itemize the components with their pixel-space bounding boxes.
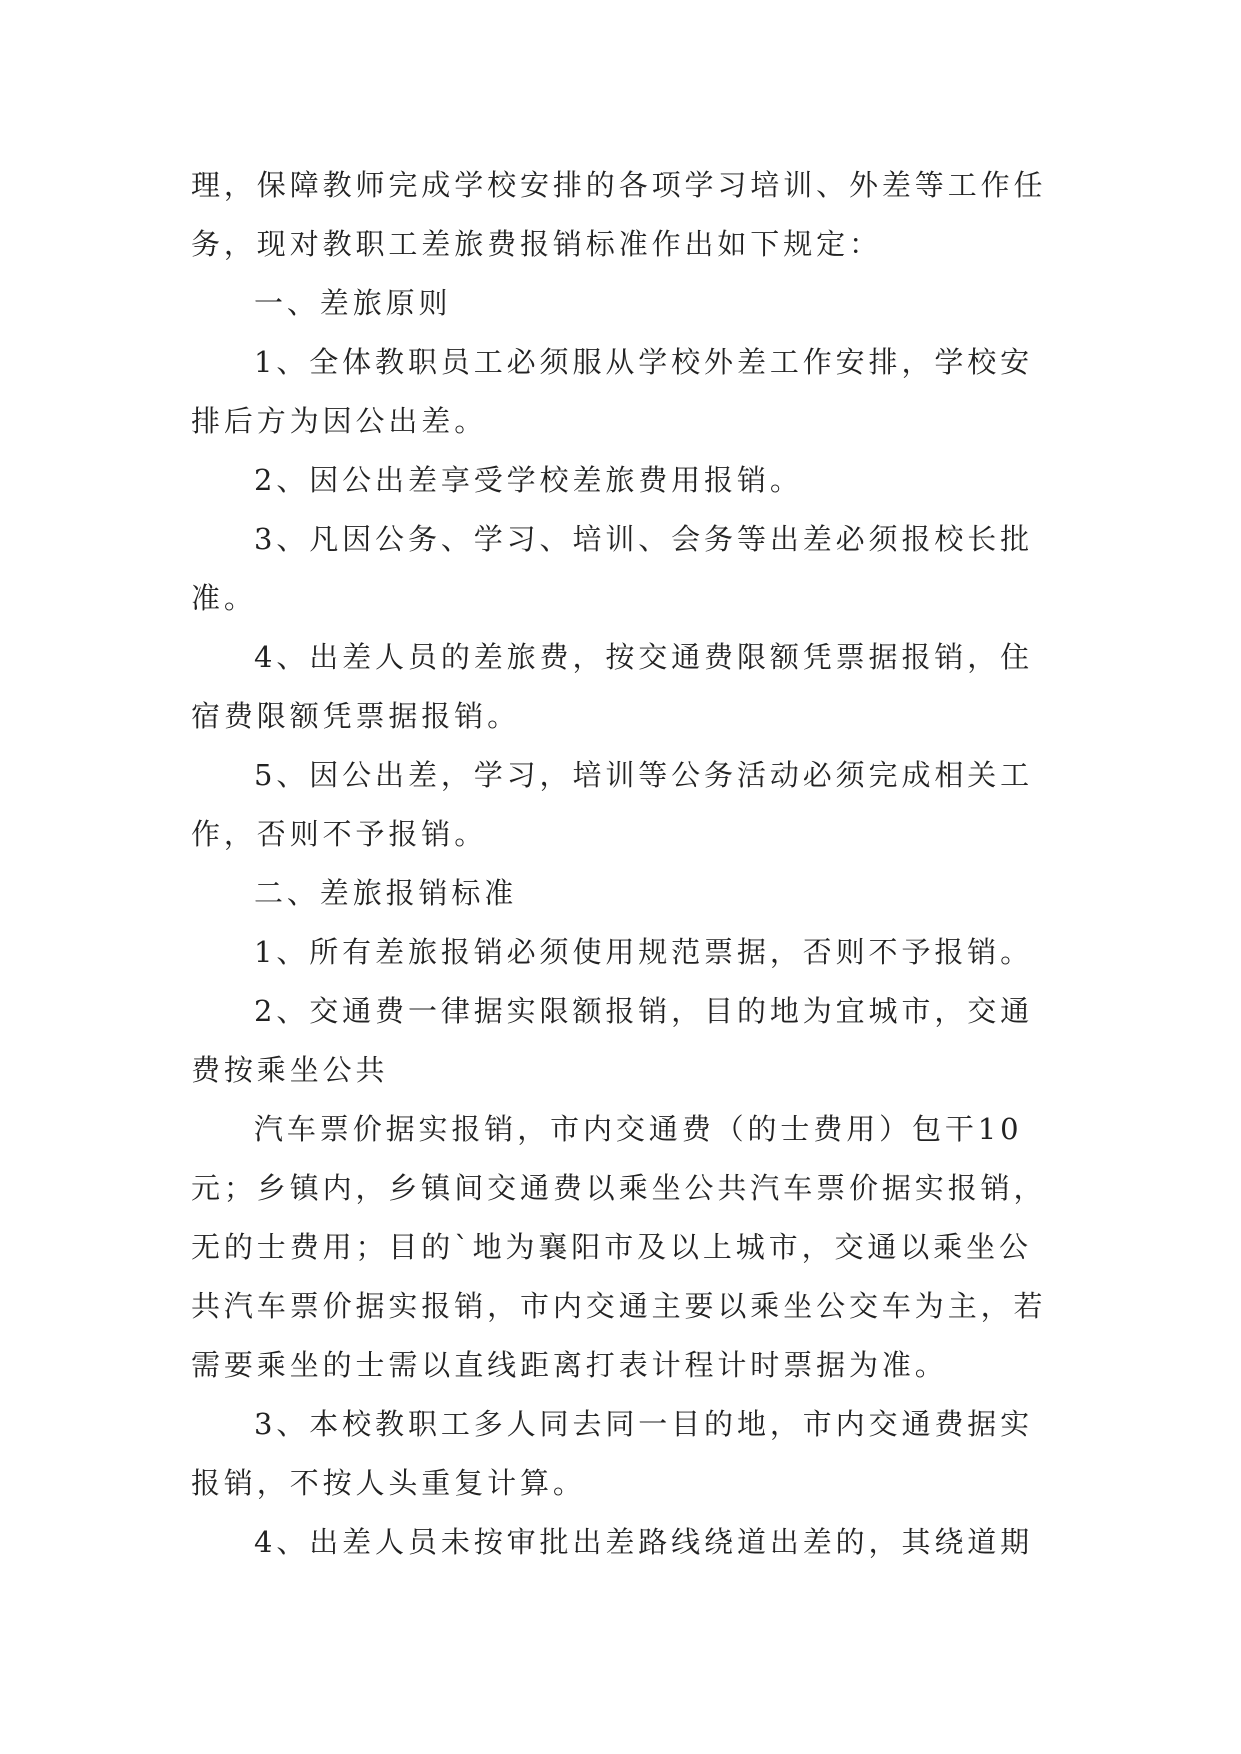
text-line: 5、因公出差，学习，培训等公务活动必须完成相关工 [254,758,1034,792]
text-line: 无的士费用；目的`地为襄阳市及以上城市，交通以乘坐公 [191,1230,1032,1264]
text-line: 1、所有差旅报销必须使用规范票据，否则不予报销。 [254,935,1034,969]
text-line: 共汽车票价据实报销，市内交通主要以乘坐公交车为主，若 [191,1289,1047,1323]
section-heading: 二、差旅报销标准 [254,876,518,910]
text-line: 需要乘坐的士需以直线距离打表计程计时票据为准。 [191,1348,948,1382]
text-line: 费按乘坐公共 [191,1053,389,1087]
text-line: 3、凡因公务、学习、培训、会务等出差必须报校长批 [254,522,1034,556]
text-line: 4、出差人员未按审批出差路线绕道出差的，其绕道期 [254,1525,1034,1559]
text-line: 2、因公出差享受学校差旅费用报销。 [254,463,803,497]
text-line: 4、出差人员的差旅费，按交通费限额凭票据报销，住 [254,640,1034,674]
text-line: 排后方为因公出差。 [191,404,488,438]
text-line: 作，否则不予报销。 [191,817,488,851]
section-heading: 一、差旅原则 [254,286,452,320]
text-line: 宿费限额凭票据报销。 [191,699,521,733]
text-line: 3、本校教职工多人同去同一目的地，市内交通费据实 [254,1407,1034,1441]
text-line: 汽车票价据实报销，市内交通费（的士费用）包干10 [254,1112,1023,1146]
text-line: 理，保障教师完成学校安排的各项学习培训、外差等工作任 [191,168,1047,202]
text-line: 报销，不按人头重复计算。 [191,1466,586,1500]
text-line: 2、交通费一律据实限额报销，目的地为宜城市，交通 [254,994,1034,1028]
text-line: 1、全体教职员工必须服从学校外差工作安排，学校安 [254,345,1034,379]
text-line: 元；乡镇内，乡镇间交通费以乘坐公共汽车票价据实报销， [191,1171,1047,1205]
document-body [191,156,1051,1572]
text-line: 务，现对教职工差旅费报销标准作出如下规定： [191,227,882,261]
text-line: 准。 [191,581,257,615]
